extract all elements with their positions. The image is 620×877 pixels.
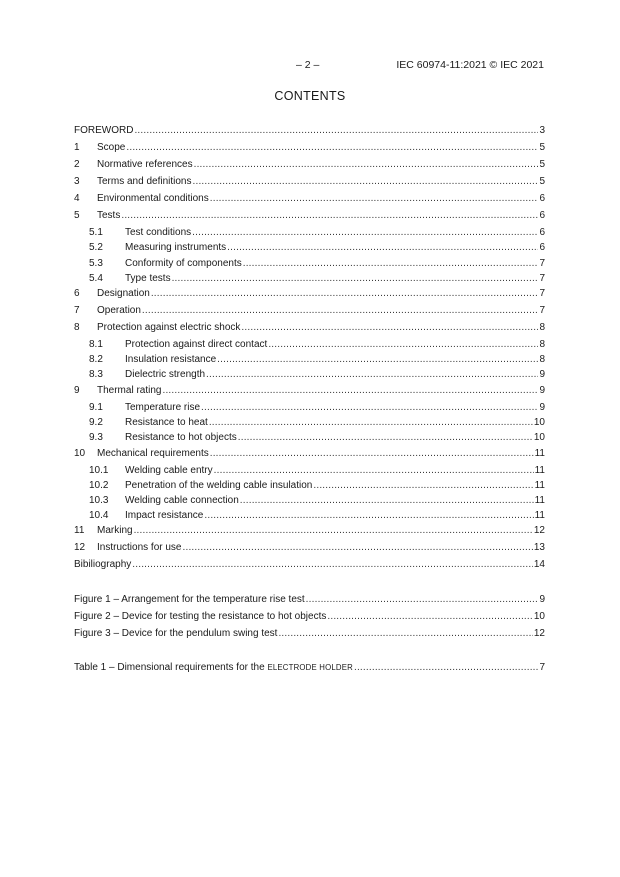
toc-entry-title-text: Bibiliography <box>74 559 132 570</box>
toc-entry[interactable] <box>74 124 545 138</box>
toc-entry[interactable] <box>74 593 545 607</box>
toc-entry-title <box>125 509 203 523</box>
toc-entry-page: 12 <box>533 525 545 536</box>
toc-entry-title <box>125 272 171 286</box>
toc-entry-number: 8 <box>74 322 80 333</box>
toc-entry-title <box>74 627 277 641</box>
toc-entry-title-text: Figure 1 – Arrangement for the temperature rise test <box>74 594 305 605</box>
toc-entry[interactable] <box>74 141 545 155</box>
toc-entry-page: 8 <box>539 322 545 333</box>
toc-entry[interactable] <box>89 509 545 523</box>
toc-entry[interactable] <box>74 447 545 461</box>
toc-entry-page: 9 <box>539 369 545 380</box>
toc-entry[interactable] <box>89 431 545 445</box>
toc-entry-number: 5.4 <box>89 273 103 284</box>
dot-leader <box>243 257 539 271</box>
toc-entry[interactable] <box>74 192 545 206</box>
dot-leader <box>241 321 538 335</box>
toc-entry-page: 10 <box>533 432 545 443</box>
toc-entry-page: 6 <box>539 227 545 238</box>
toc-entry-number: 8.3 <box>89 369 103 380</box>
toc-entry-number: 10.1 <box>89 465 109 476</box>
toc-entry-title-text: Instructions for use <box>97 542 182 553</box>
dot-leader <box>278 627 532 641</box>
toc-entry[interactable] <box>89 241 545 255</box>
toc-entry-page: 8 <box>539 339 545 350</box>
toc-entry-page: 11 <box>534 448 545 459</box>
toc-entry-page: 11 <box>534 495 545 506</box>
dot-leader <box>313 479 533 493</box>
toc-entry-number: 7 <box>74 305 80 316</box>
toc-entry-number: 6 <box>74 288 80 299</box>
toc-entry[interactable] <box>89 416 545 430</box>
toc-entry-title <box>125 494 239 508</box>
toc-entry-title <box>74 558 131 572</box>
toc-entry-page: 7 <box>539 273 545 284</box>
toc-entry-number: 5.2 <box>89 242 103 253</box>
toc-entry-page: 11 <box>534 480 545 491</box>
toc-entry-title-text: Scope <box>97 142 126 153</box>
toc-entry-page: 6 <box>539 242 545 253</box>
toc-entry-number: 10 <box>74 448 86 459</box>
dot-leader <box>268 338 538 352</box>
toc-entry-page: 6 <box>539 193 545 204</box>
dot-leader <box>134 124 538 138</box>
dot-leader <box>201 401 538 415</box>
toc-entry-page: 8 <box>539 354 545 365</box>
toc-entry[interactable] <box>89 226 545 240</box>
toc-entry[interactable] <box>89 494 545 508</box>
toc-entry-page: 10 <box>533 611 545 622</box>
toc-entry[interactable] <box>89 464 545 478</box>
toc-entry[interactable] <box>74 209 545 223</box>
dot-leader <box>126 141 538 155</box>
toc-entry-title-text: Conformity of components <box>125 258 242 269</box>
toc-entry[interactable] <box>89 272 545 286</box>
dot-leader <box>209 416 533 430</box>
toc-entry-title <box>125 353 216 367</box>
toc-entry-title <box>125 226 191 240</box>
dot-leader <box>172 272 539 286</box>
toc-entry-number: 10.3 <box>89 495 109 506</box>
toc-entry-number: 5.1 <box>89 227 103 238</box>
toc-entry-title <box>97 141 125 155</box>
toc-entry-title <box>97 287 150 301</box>
toc-entry-page: 9 <box>539 385 545 396</box>
toc-entry-page: 12 <box>533 628 545 639</box>
toc-entry-number: 9.1 <box>89 402 103 413</box>
toc-entry-title <box>74 124 133 138</box>
toc-entry-number: 8.1 <box>89 339 103 350</box>
toc-entry[interactable] <box>89 479 545 493</box>
toc-entry[interactable] <box>89 257 545 271</box>
toc-entry-title <box>97 192 209 206</box>
toc-entry-title-smallcaps: ELECTRODE HOLDER <box>267 663 353 672</box>
toc-entry[interactable] <box>89 368 545 382</box>
toc-entry-page: 11 <box>534 510 545 521</box>
toc-entry-title-text: Penetration of the welding cable insulation <box>125 480 313 491</box>
toc-entry-page: 9 <box>539 402 545 413</box>
dot-leader <box>354 661 538 675</box>
toc-entry-title <box>97 158 193 172</box>
toc-entry-title <box>97 321 240 335</box>
toc-entry-title-text: Resistance to hot objects <box>125 432 237 443</box>
toc-entry-title <box>125 368 205 382</box>
toc-entry-title <box>97 304 141 318</box>
dot-leader <box>134 524 533 538</box>
toc-entry-page: 7 <box>539 662 545 673</box>
toc-entry-title <box>97 209 120 223</box>
toc-entry[interactable] <box>74 384 545 398</box>
toc-entry-title-text: Operation <box>97 305 141 316</box>
dot-leader <box>306 593 539 607</box>
toc-entry[interactable] <box>74 175 545 189</box>
toc-entry-title <box>97 175 192 189</box>
toc-entry-number: 11 <box>74 525 85 536</box>
toc-entry-page: 10 <box>533 417 545 428</box>
toc-entry-title <box>125 479 312 493</box>
toc-entry-title-text: Marking <box>97 525 133 536</box>
toc-entry-number: 10.2 <box>89 480 109 491</box>
toc-entry-title <box>97 541 181 555</box>
toc-entry-title <box>97 384 161 398</box>
toc-entry-number: 9.2 <box>89 417 103 428</box>
toc-entry-title-text: Resistance to heat <box>125 417 208 428</box>
toc-entry-page: 3 <box>539 125 545 136</box>
toc-entry-title <box>97 524 133 538</box>
toc-entry-title-text: Measuring instruments <box>125 242 227 253</box>
toc-entry-title-text: Test conditions <box>125 227 192 238</box>
toc-entry-title <box>74 610 326 624</box>
toc-entry[interactable] <box>74 287 545 301</box>
toc-entry-title-text: Thermal rating <box>97 385 162 396</box>
toc-entry-title-text: Protection against electric shock <box>97 322 241 333</box>
toc-entry[interactable] <box>74 304 545 318</box>
toc-entry-title-text: Type tests <box>125 273 171 284</box>
toc-entry-title-text: Normative references <box>97 159 193 170</box>
toc-entry[interactable] <box>74 610 545 624</box>
toc-entry-page: 14 <box>533 559 545 570</box>
toc-entry-title <box>74 593 305 607</box>
toc-entry[interactable] <box>74 158 545 172</box>
toc-entry-number: 5 <box>74 210 80 221</box>
contents-title: CONTENTS <box>274 89 346 103</box>
dot-leader <box>210 192 539 206</box>
toc-entry[interactable] <box>74 541 545 555</box>
dot-leader <box>227 241 538 255</box>
toc-entry-title-text: Temperature rise <box>125 402 201 413</box>
toc-entry-title-text: Figure 3 – Device for the pendulum swing test <box>74 628 278 639</box>
toc-entry-number: 9.3 <box>89 432 103 443</box>
dot-leader <box>142 304 539 318</box>
toc-entry-title <box>125 241 226 255</box>
toc-entry[interactable] <box>74 661 545 675</box>
dot-leader <box>194 158 539 172</box>
toc-entry-number: 2 <box>74 159 80 170</box>
toc-entry-title-text: Figure 2 – Device for testing the resistance to hot objects <box>74 611 327 622</box>
dot-leader <box>151 287 539 301</box>
dot-leader <box>327 610 533 624</box>
page-number: – 2 – <box>296 59 320 71</box>
toc-entry[interactable] <box>89 338 545 352</box>
toc-entry-number: 10.4 <box>89 510 109 521</box>
toc-entry[interactable] <box>89 401 545 415</box>
toc-entry-page: 5 <box>539 142 545 153</box>
toc-entry-title-text: Terms and definitions <box>97 176 192 187</box>
toc-entry[interactable] <box>74 558 545 572</box>
toc-entry-number: 9 <box>74 385 80 396</box>
dot-leader <box>132 558 533 572</box>
toc-entry-number: 5.3 <box>89 258 103 269</box>
dot-leader <box>193 175 539 189</box>
toc-entry-title-text: Mechanical requirements <box>97 448 209 459</box>
toc-entry-page: 11 <box>534 465 545 476</box>
toc-entry[interactable] <box>74 524 545 538</box>
toc-entry-page: 7 <box>539 288 545 299</box>
toc-entry-title-text: Welding cable entry <box>125 465 213 476</box>
dot-leader <box>214 464 534 478</box>
dot-leader <box>210 447 534 461</box>
dot-leader <box>192 226 538 240</box>
toc-entry-title <box>125 401 200 415</box>
toc-entry-title-text: Protection against direct contact <box>125 339 268 350</box>
toc-entry-title <box>125 431 237 445</box>
dot-leader <box>121 209 538 223</box>
toc-entry-title <box>125 464 213 478</box>
toc-entry-title-text: Table 1 – Dimensional requirements for the <box>74 662 268 673</box>
dot-leader <box>182 541 532 555</box>
dot-leader <box>240 494 534 508</box>
toc-entry-title-text: Insulation resistance <box>125 354 217 365</box>
toc-entry-page: 7 <box>539 258 545 269</box>
toc-entry-number: 12 <box>74 542 86 553</box>
toc-entry-title <box>74 661 353 675</box>
toc-entry-number: 4 <box>74 193 80 204</box>
dot-leader <box>238 431 533 445</box>
dot-leader <box>204 509 533 523</box>
toc-entry-page: 5 <box>539 159 545 170</box>
toc-entry-title <box>125 338 267 352</box>
toc-entry-number: 3 <box>74 176 80 187</box>
toc-entry-title-text: Impact resistance <box>125 510 204 521</box>
toc-entry-title-text: Welding cable connection <box>125 495 239 506</box>
toc-entry-page: 13 <box>533 542 545 553</box>
toc-entry-page: 6 <box>539 210 545 221</box>
toc-entry[interactable] <box>74 321 545 335</box>
toc-entry-number: 1 <box>74 142 80 153</box>
toc-entry[interactable] <box>74 627 545 641</box>
standard-reference: IEC 60974-11:2021 © IEC 2021 <box>396 59 544 71</box>
toc-entry-page: 5 <box>539 176 545 187</box>
toc-entry-page: 9 <box>539 594 545 605</box>
dot-leader <box>217 353 538 367</box>
toc-entry-title-text: Designation <box>97 288 150 299</box>
dot-leader <box>206 368 538 382</box>
toc-entry-title-text: Tests <box>97 210 121 221</box>
toc-entry-title <box>125 416 208 430</box>
toc-entry-page: 7 <box>539 305 545 316</box>
toc-entry-title-text: Environmental conditions <box>97 193 209 204</box>
toc-entry-title-text: FOREWORD <box>74 125 134 136</box>
toc-entry-title <box>97 447 209 461</box>
toc-entry[interactable] <box>89 353 545 367</box>
dot-leader <box>162 384 538 398</box>
toc-entry-title <box>125 257 242 271</box>
toc-entry-number: 8.2 <box>89 354 103 365</box>
toc-entry-title-text: Dielectric strength <box>125 369 206 380</box>
